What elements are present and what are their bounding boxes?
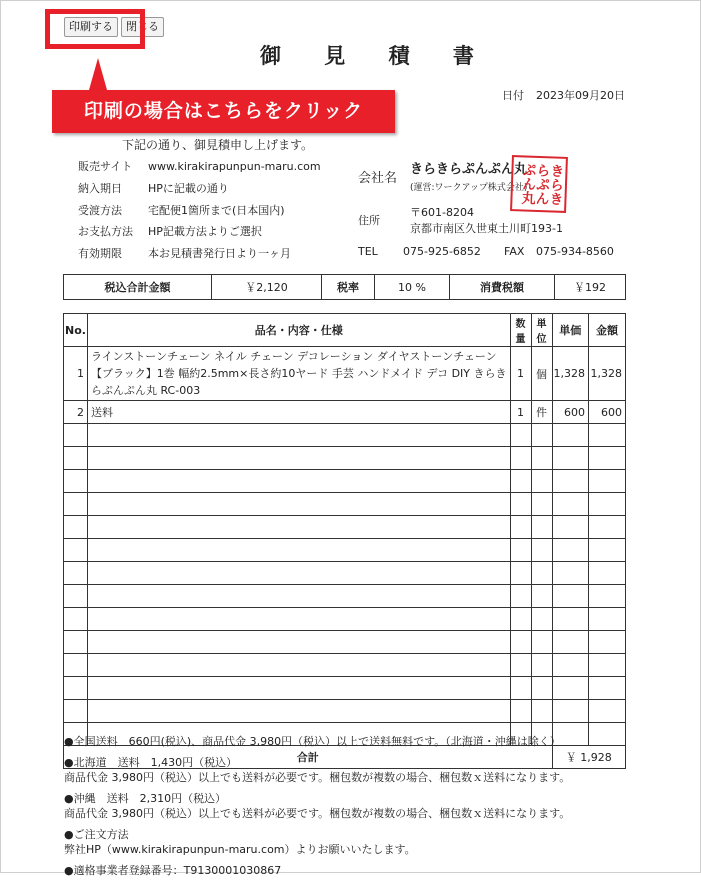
- empty-row: [64, 585, 626, 608]
- row-qty: 1: [510, 347, 531, 401]
- info-row: [78, 223, 262, 239]
- date-value: 2023年09月20日: [536, 89, 625, 102]
- items-table: [63, 313, 626, 769]
- row-qty: 1: [510, 401, 531, 424]
- address-label: 住所: [358, 214, 380, 227]
- empty-row: [64, 447, 626, 470]
- table-row: [64, 347, 626, 401]
- total-value: ￥2,120: [212, 275, 322, 300]
- info-key: 販売サイト: [78, 160, 133, 173]
- info-value: HP記載方法よりご選択: [148, 225, 262, 238]
- info-row: [78, 180, 229, 196]
- callout-banner: 印刷の場合はこちらをクリック: [52, 90, 395, 133]
- date-label: 日付: [502, 89, 524, 102]
- empty-row: [64, 493, 626, 516]
- empty-row: [64, 677, 626, 700]
- empty-row: [64, 700, 626, 723]
- info-value: 本お見積書発行日より一ヶ月: [148, 247, 291, 260]
- row-unit: 個: [531, 347, 552, 401]
- row-unit: 件: [531, 401, 552, 424]
- info-key: お支払方法: [78, 225, 133, 238]
- info-row: [78, 202, 285, 218]
- row-no: 1: [64, 347, 88, 401]
- company-operator: (運営:ワークアップ株式会社): [410, 183, 528, 193]
- notes-section: [64, 734, 570, 884]
- company-seal-stamp: きらきらぷんぷん丸: [510, 155, 568, 213]
- note: ●北海道 送料 1,430円（税込） 商品代金 3,980円（税込）以上でも送料が必要です。梱包数が複数の場合、梱包数ｘ送料になります。: [64, 756, 571, 784]
- empty-row: [64, 516, 626, 539]
- tax-label: 消費税額: [450, 275, 555, 300]
- note: ●沖縄 送料 2,310円（税込） 商品代金 3,980円（税込）以上でも送料が必要です。梱包数が複数の場合、梱包数ｘ送料になります。: [64, 792, 571, 820]
- fax-number: 075-934-8560: [536, 245, 614, 258]
- grand-total-label: 合計: [64, 746, 553, 769]
- row-name: 送料: [87, 401, 510, 424]
- tax-rate-label: 税率: [322, 275, 375, 300]
- close-button[interactable]: 閉じる: [121, 17, 164, 37]
- note: ●全国送料 660円(税込)、商品代金 3,980円（税込）以上で送料無料です。（北海道・沖縄は除く）: [64, 735, 561, 748]
- col-price: 単価: [552, 314, 589, 347]
- info-value: www.kirakirapunpun-maru.com: [148, 160, 321, 173]
- empty-row: [64, 608, 626, 631]
- callout-arrow: [89, 58, 107, 90]
- tel-label: TEL: [358, 245, 378, 258]
- info-value: 宅配便1箇所まで(日本国内): [148, 204, 285, 217]
- row-amount: 600: [589, 401, 626, 424]
- info-row: [78, 245, 291, 261]
- col-name: 品名・内容・仕様: [87, 314, 510, 347]
- empty-row: [64, 631, 626, 654]
- info-value: HPに記載の通り: [148, 182, 229, 195]
- tax-rate-value: 10 %: [375, 275, 450, 300]
- address: 京都市南区久世東土川町193-1: [410, 222, 563, 235]
- col-amount: 金額: [589, 314, 626, 347]
- tel-number: 075-925-6852: [403, 245, 481, 258]
- col-unit: 単位: [531, 314, 552, 347]
- row-price: 1,328: [552, 347, 589, 401]
- tax-value: ￥192: [555, 275, 626, 300]
- col-qty: 数量: [510, 314, 531, 347]
- note: ●適格事業者登録番号：T9130001030867: [64, 864, 282, 877]
- row-no: 2: [64, 401, 88, 424]
- table-row: [64, 401, 626, 424]
- print-button[interactable]: 印刷する: [64, 17, 118, 37]
- intro-text: 下記の通り、御見積申し上げます。: [122, 138, 314, 152]
- note: ●ご注文方法 弊社HP（www.kirakirapunpun-maru.com）よりお願いいたします。: [64, 828, 416, 856]
- summary-table: [63, 274, 626, 300]
- company-label: 会社名: [358, 171, 398, 186]
- empty-row: [64, 470, 626, 493]
- row-name: ラインストーンチェーン ネイル チェーン デコレーション ダイヤストーンチェーン【ブラック】1巻 幅約2.5mm×長さ約10ヤード 手芸 ハンドメイド デコ DIY きらきらぷんぷん丸 RC-003: [87, 347, 510, 401]
- zip-code: 〒601-8204: [410, 206, 474, 219]
- empty-row: [64, 562, 626, 585]
- highlight-box: [45, 9, 145, 49]
- page-title: 御 見 積 書: [260, 44, 492, 68]
- empty-row: [64, 424, 626, 447]
- empty-row: [64, 539, 626, 562]
- total-label: 税込合計金額: [64, 275, 212, 300]
- empty-row: [64, 654, 626, 677]
- fax-label: FAX: [504, 245, 525, 258]
- info-key: 納入期日: [78, 182, 122, 195]
- row-amount: 1,328: [589, 347, 626, 401]
- info-key: 受渡方法: [78, 204, 122, 217]
- info-key: 有効期限: [78, 247, 122, 260]
- info-row: [78, 158, 321, 174]
- col-no: No.: [64, 314, 88, 347]
- company-name: きらきらぷんぷん丸: [410, 162, 528, 177]
- grand-total-value: ￥ 1,928: [552, 746, 626, 769]
- date-line: [502, 87, 637, 103]
- row-price: 600: [552, 401, 589, 424]
